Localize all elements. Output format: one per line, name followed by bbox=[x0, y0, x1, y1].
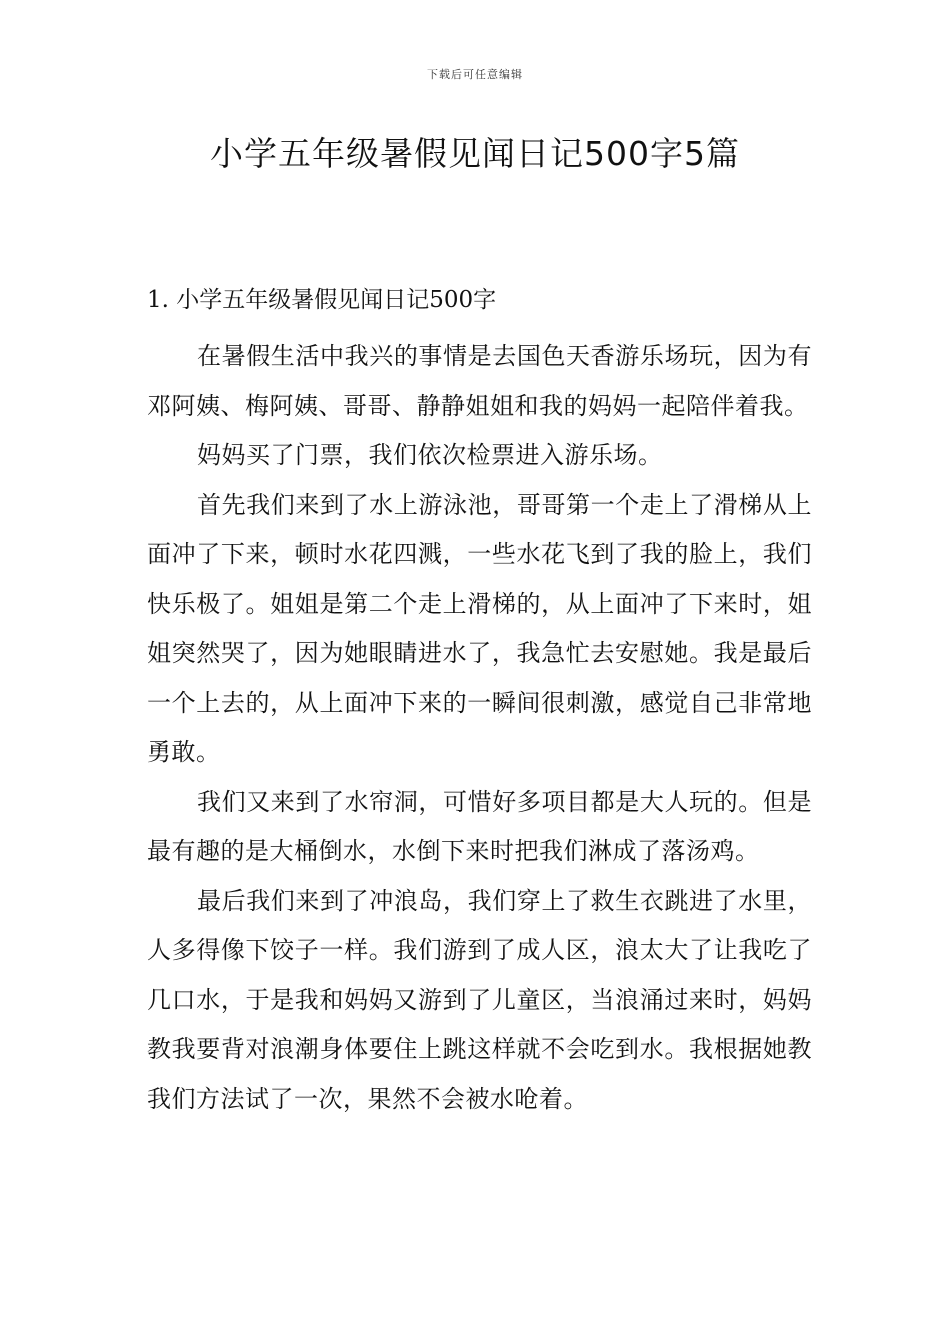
paragraph-2: 妈妈买了门票，我们依次检票进入游乐场。 bbox=[197, 441, 663, 469]
paragraph-4: 我们又来到了水帘洞，可惜好多项目都是大人玩的。但是最有趣的是大桶倒水，水倒下来时把我们淋成了落汤鸡。 bbox=[147, 787, 812, 865]
paragraph-3: 首先我们来到了水上游泳池，哥哥第一个走上了滑梯从上面冲了下来，顿时水花四溅，一些水花飞到了我的脸上，我们快乐极了。姐姐是第二个走上滑梯的，从上面冲了下来时，姐姐突然哭了，因为她眼睛进水了，我急忙去安慰她。我是最后一个上去的，从上面冲下来的一瞬间很刺激，感觉自己非常地勇敢。 bbox=[147, 490, 812, 766]
section-heading: 1. 小学五年级暑假见闻日记500字 bbox=[147, 287, 497, 313]
header-note: 下载后可任意编辑 bbox=[427, 68, 523, 81]
paragraph-5: 最后我们来到了冲浪岛，我们穿上了救生衣跳进了水里，人多得像下饺子一样。我们游到了成人区，浪太大了让我吃了几口水，于是我和妈妈又游到了儿童区，当浪涌过来时，妈妈教我要背对浪潮身体要住上跳这样就不会吃到水。我根据她教我们方法试了一次，果然不会被水呛着。 bbox=[147, 886, 812, 1113]
page-title: 小学五年级暑假见闻日记500字5篇 bbox=[210, 134, 740, 173]
paragraph-1: 在暑假生活中我兴的事情是去国色天香游乐场玩，因为有邓阿姨、梅阿姨、哥哥、静静姐姐和我的妈妈一起陪伴着我。 bbox=[147, 342, 812, 420]
document-body bbox=[147, 282, 812, 1124]
